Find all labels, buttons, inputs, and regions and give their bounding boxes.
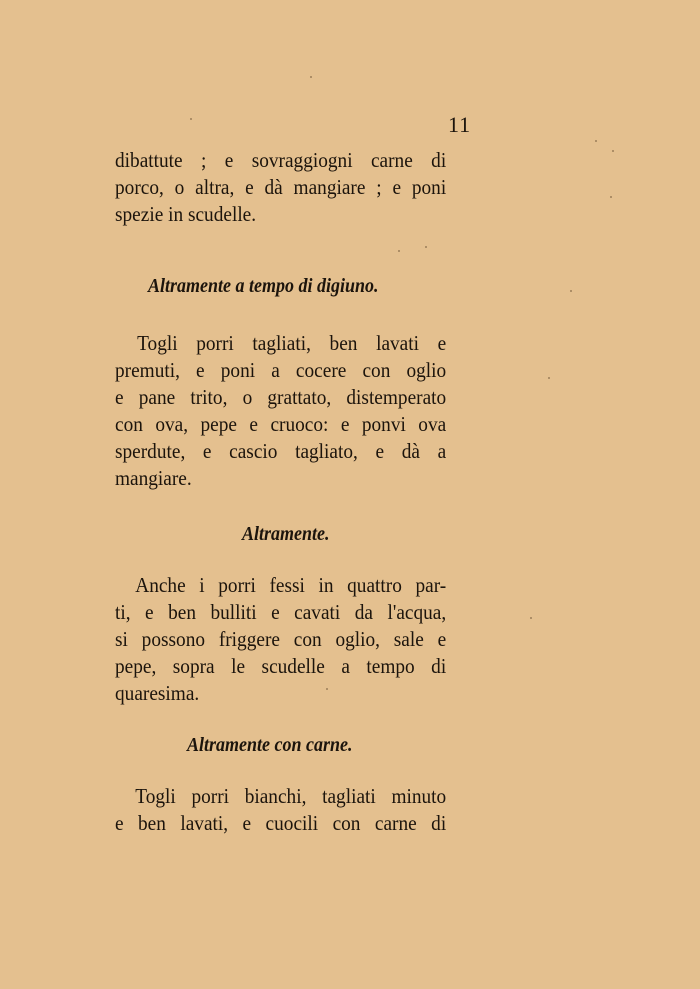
- text-line: premuti, e poni a cocere con oglio: [115, 358, 447, 382]
- text-line: porco, o altra, e dà mangiare ; e poni: [115, 175, 447, 199]
- paragraph-digiuno: [115, 330, 446, 492]
- text-line: ti, e ben bulliti e cavati da l'acqua,: [115, 600, 447, 624]
- paragraph-continuation: [115, 147, 446, 228]
- paragraph-con-carne: [115, 783, 446, 837]
- text-line: quaresima.: [115, 681, 200, 705]
- section-heading-con-carne: Altramente con carne.: [187, 734, 353, 756]
- paper-speck: [530, 617, 532, 619]
- text-line: Togli porri bianchi, tagliati minuto: [135, 784, 447, 808]
- text-line: si possono friggere con oglio, sale e: [115, 627, 447, 651]
- text-line: pepe, sopra le scudelle a tempo di: [115, 654, 447, 678]
- text-line: sperdute, e cascio tagliato, e dà a: [115, 439, 447, 463]
- text-line: spezie in scudelle.: [115, 202, 257, 226]
- text-line: mangiare.: [115, 466, 192, 490]
- text-line: e ben lavati, e cuocili con carne di: [115, 811, 447, 835]
- text-line: con ova, pepe e cruoco: e ponvi ova: [115, 412, 447, 436]
- paper-speck: [310, 76, 312, 78]
- text-line: dibattute ; e sovraggiogni carne di: [115, 148, 447, 172]
- paper-speck: [398, 250, 400, 252]
- text-line: Anche i porri fessi in quattro par-: [135, 573, 447, 597]
- paper-speck: [612, 150, 614, 152]
- section-heading-digiuno: Altramente a tempo di digiuno.: [148, 275, 379, 297]
- paper-speck: [548, 377, 550, 379]
- paper-speck: [570, 290, 572, 292]
- section-heading-altramente: Altramente.: [242, 523, 330, 545]
- paper-speck: [610, 196, 612, 198]
- paper-speck: [190, 118, 192, 120]
- paragraph-altramente: [115, 572, 446, 707]
- text-line: e pane trito, o grattato, distemperato: [115, 385, 447, 409]
- text-line: Togli porri tagliati, ben lavati e: [137, 331, 447, 355]
- paper-speck: [326, 688, 328, 690]
- paper-speck: [595, 140, 597, 142]
- paper-speck: [425, 246, 427, 248]
- page-number: 11: [448, 112, 472, 137]
